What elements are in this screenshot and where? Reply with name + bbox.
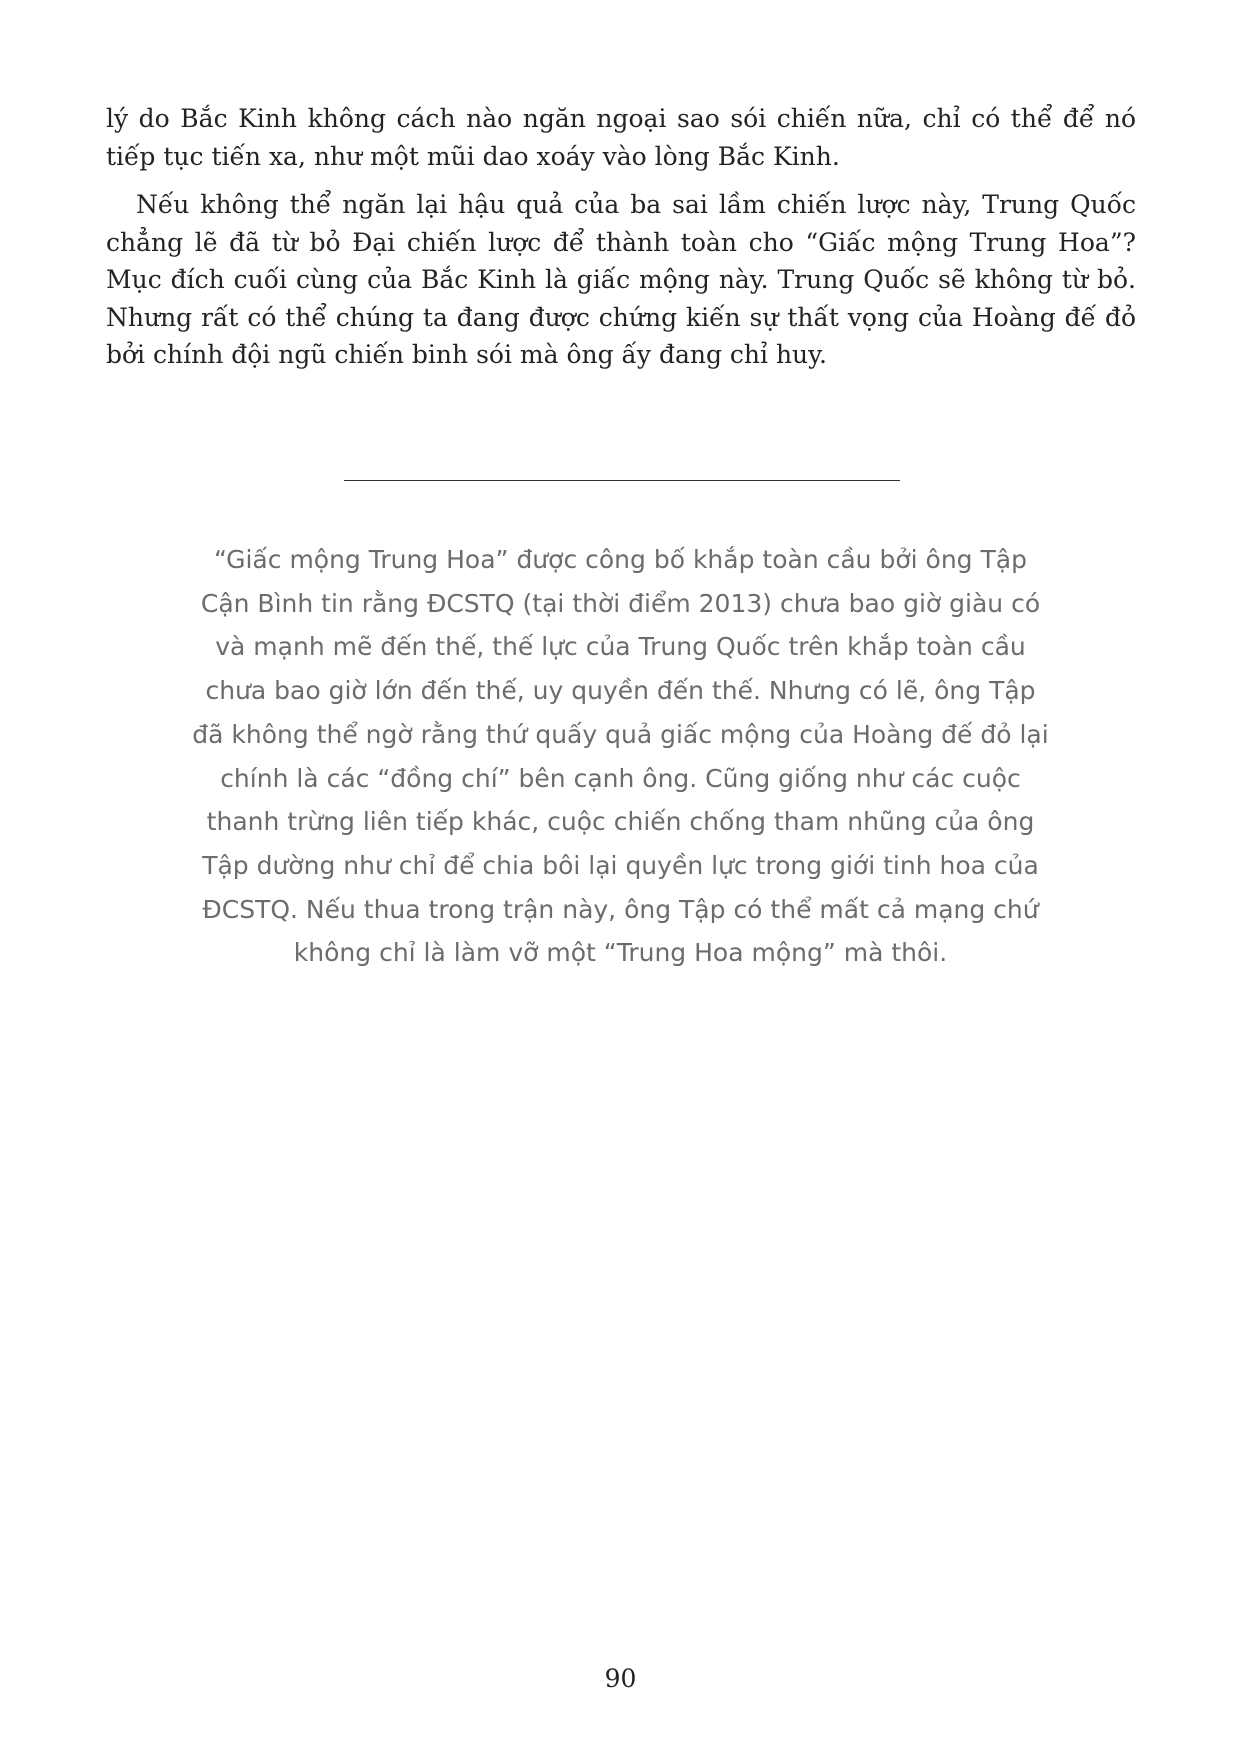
paragraph-continuation: lý do Bắc Kinh không cách nào ngăn ngoại sao sói chiến nữa, chỉ có thể để nó tiếp tục tiến xa, như một mũi dao xoáy vào lòng Bắc Kinh. [106, 104, 1136, 171]
body-text [106, 100, 1136, 374]
paragraph: Nếu không thể ngăn lại hậu quả của ba sai lầm chiến lược này, Trung Quốc chẳng lẽ đã từ bỏ Đại chiến lược để thành toàn cho “Giấc mộng Trung Hoa”? Mục đích cuối cùng của Bắc Kinh là giấc mộng này. Trung Quốc sẽ không từ bỏ. Nhưng rất có thể chúng ta đang được chứng kiến sự thất vọng của Hoàng đế đỏ bởi chính đội ngũ chiến binh sói mà ông ấy đang chỉ huy. [106, 190, 1136, 369]
page-number: 90 [604, 1664, 637, 1693]
pull-quote: “Giấc mộng Trung Hoa” được công bố khắp toàn cầu bởi ông Tập Cận Bình tin rằng ĐCSTQ (tại thời điểm 2013) chưa bao giờ giàu có và mạnh mẽ đến thế, thế lực của Trung Quốc trên khắp toàn cầu chưa bao giờ lớn đến thế, uy quyền đến thế. Nhưng có lẽ, ông Tập đã không thể ngờ rằng thứ quấy quả giấc mộng của Hoàng đế đỏ lại chính là các “đồng chí” bên cạnh ông. Cũng giống như các cuộc thanh trừng liên tiếp khác, cuộc chiến chống tham nhũng của ông Tập dường như chỉ để chia bôi lại quyền lực trong giới tinh hoa của ĐCSTQ. Nếu thua trong trận này, ông Tập có thể mất cả mạng chứ không chỉ là làm vỡ một “Trung Hoa mộng” mà thôi. [192, 545, 1049, 968]
section-separator [344, 480, 900, 481]
